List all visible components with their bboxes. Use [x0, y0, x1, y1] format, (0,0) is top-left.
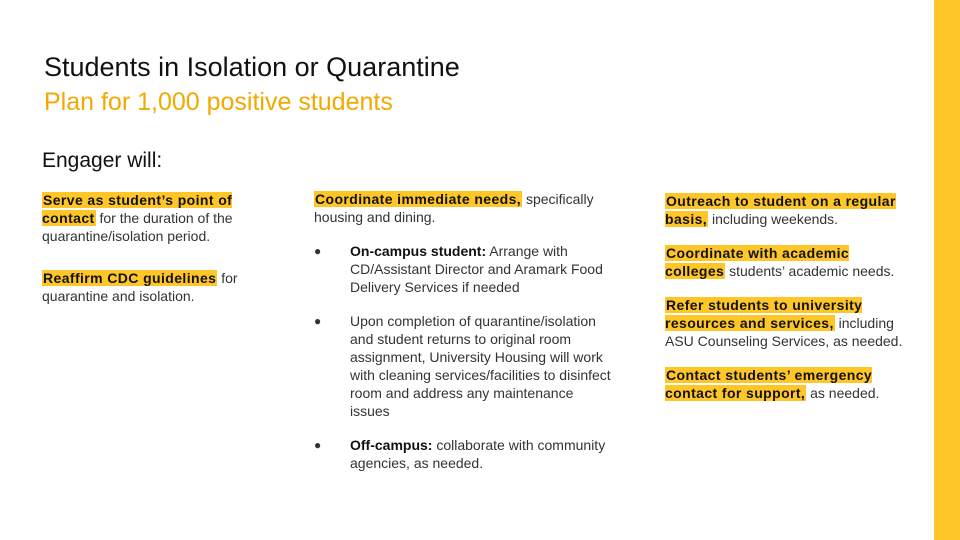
highlighted-text: Serve as student’s point of contact — [42, 192, 233, 226]
body-text: Arrange with CD/Assistant Director and Aramark Food Delivery Services if needed — [350, 243, 603, 295]
bold-label: On-campus student: — [350, 243, 487, 259]
bullet-list — [314, 242, 614, 472]
bullet-item — [314, 436, 614, 472]
highlighted-text: Outreach to student on a regular basis, — [665, 193, 896, 227]
body-text: as needed. — [806, 385, 880, 401]
list-item — [42, 191, 262, 245]
list-item — [314, 190, 614, 226]
body-text: Upon completion of quarantine/isolation and student returns to original room assignment, University Housing will work with cleaning services/facilities to disinfect room and address any maintenance issues — [350, 313, 611, 419]
highlighted-text: Coordinate with academic colleges — [665, 245, 850, 279]
bullet-item — [314, 312, 614, 420]
column-left — [42, 191, 262, 329]
list-item — [665, 296, 905, 350]
slide-title: Students in Isolation or Quarantine — [44, 52, 460, 82]
bullet-icon: ● — [314, 244, 322, 258]
column-middle — [314, 190, 614, 488]
body-text: specifically housing and dining. — [314, 191, 594, 225]
body-text: for quarantine and isolation. — [42, 270, 238, 304]
bullet-item — [314, 242, 614, 296]
body-text: students’ academic needs. — [725, 263, 895, 279]
body-text: including weekends. — [708, 211, 839, 227]
bullet-icon: ● — [314, 438, 322, 452]
list-item — [665, 244, 905, 280]
highlighted-text: Reaffirm CDC guidelines — [43, 270, 217, 286]
body-text: including ASU Counseling Services, as needed. — [665, 315, 903, 349]
highlighted-text: Refer students to university resources and services, — [665, 297, 863, 331]
accent-bar — [934, 0, 960, 540]
bullet-icon: ● — [314, 314, 322, 328]
highlighted-text: Contact students’ emergency contact for support, — [665, 367, 873, 401]
list-item — [42, 269, 262, 305]
body-text: collaborate with community agencies, as needed. — [350, 437, 606, 471]
column-right — [665, 192, 905, 418]
body-text: for the duration of the quarantine/isolation period. — [42, 210, 233, 244]
highlighted-text: Coordinate immediate needs, — [315, 191, 522, 207]
slide-subtitle: Plan for 1,000 positive students — [44, 88, 393, 116]
list-item — [665, 366, 905, 402]
list-item — [665, 192, 905, 228]
section-heading: Engager will: — [42, 149, 163, 172]
bold-label: Off-campus: — [350, 437, 433, 453]
